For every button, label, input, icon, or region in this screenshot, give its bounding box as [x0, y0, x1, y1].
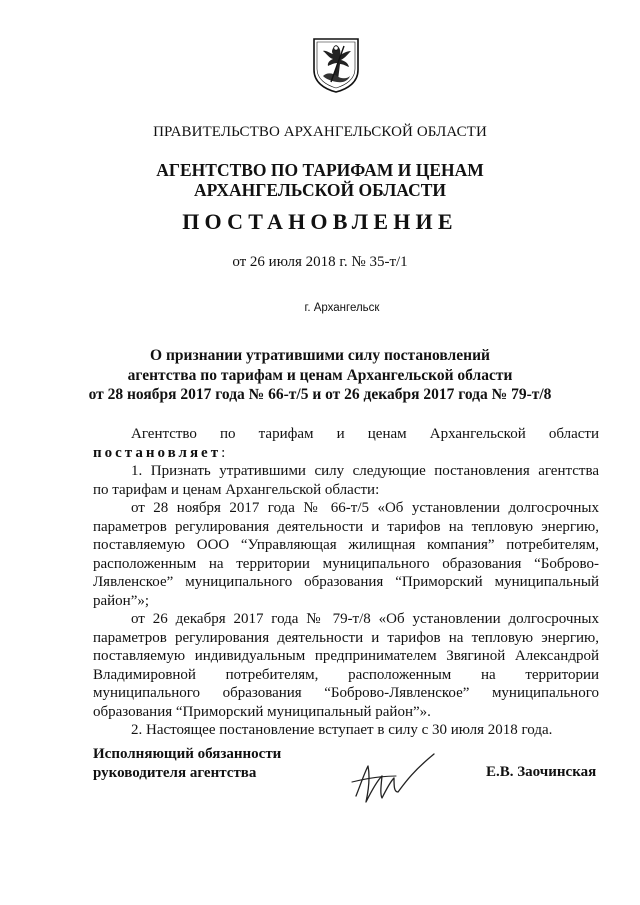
decree-word: постановляет [93, 444, 222, 461]
document-city: г. Архангельск [304, 302, 380, 314]
body-line: от 28 ноября 2017 года № 66-т/5 «Об установлении долгосрочных [131, 500, 599, 516]
subject-line: О признании утратившими силу постановлений [150, 347, 490, 364]
body-line: район”»; [93, 592, 150, 609]
document-type-title: ПОСТАНОВЛЕНИЕ [182, 209, 458, 234]
body-line: поставляемую индивидуальным предпринимателем Звягиной Александрой [93, 648, 599, 664]
body-line: 2. Настоящее постановление вступает в силу с 30 июля 2018 года. [131, 722, 553, 738]
agency-name [0, 160, 640, 200]
signatory-name: Е.В. Заочинская [486, 764, 597, 780]
body-line: параметров регулирования деятельности и тарифов на тепловую энергию, [93, 518, 599, 535]
body-line: Агентство по тарифам и ценам Архангельской области [131, 426, 599, 442]
body-line: Лявленское” муниципального образования “Приморский муниципальный [93, 574, 599, 590]
signatory-title-line: Исполняющий обязанности [93, 746, 282, 762]
agency-name-line: АГЕНТСТВО ПО ТАРИФАМ И ЦЕНАМ [156, 160, 484, 180]
body-line: параметров регулирования деятельности и тарифов на тепловую энергию, [93, 629, 599, 646]
body-line: 1. Признать утратившими силу следующие постановления агентства [131, 463, 599, 479]
subject-line: от 28 ноября 2017 года № 66-т/5 и от 26 декабря 2017 года № 79-т/8 [88, 386, 552, 403]
agency-name-line: АРХАНГЕЛЬСКОЙ ОБЛАСТИ [194, 180, 446, 200]
government-name: ПРАВИТЕЛЬСТВО АРХАНГЕЛЬСКОЙ ОБЛАСТИ [153, 124, 487, 140]
body-line: Владимировной потребителям, расположенным на территории [93, 666, 599, 683]
body-line: образования “Приморский муниципальный район”». [93, 703, 431, 720]
body-line: от 26 декабря 2017 года № 79-т/8 «Об установлении долгосрочных [131, 611, 599, 627]
document-date-number: от 26 июля 2018 г. № 35-т/1 [232, 254, 408, 270]
body-line: расположенным на территории муниципального образования “Боброво- [93, 555, 599, 572]
document-body [93, 425, 599, 740]
document-subject [0, 346, 640, 405]
body-line: поставляемую ООО “Управляющая жилищная компания” потребителям, [93, 537, 599, 553]
signatory-title [93, 745, 281, 783]
body-line: по тарифам и ценам Архангельской области: [93, 481, 380, 498]
coat-of-arms-emblem [311, 36, 361, 94]
subject-line: агентства по тарифам и ценам Архангельской области [127, 366, 513, 384]
decree-line [93, 444, 599, 463]
decree-colon: : [221, 444, 226, 461]
body-line: муниципального образования “Боброво-Лявленское” муниципального [93, 685, 599, 701]
signatory-title-line: руководителя агентства [93, 765, 257, 781]
handwritten-signature [348, 746, 438, 810]
